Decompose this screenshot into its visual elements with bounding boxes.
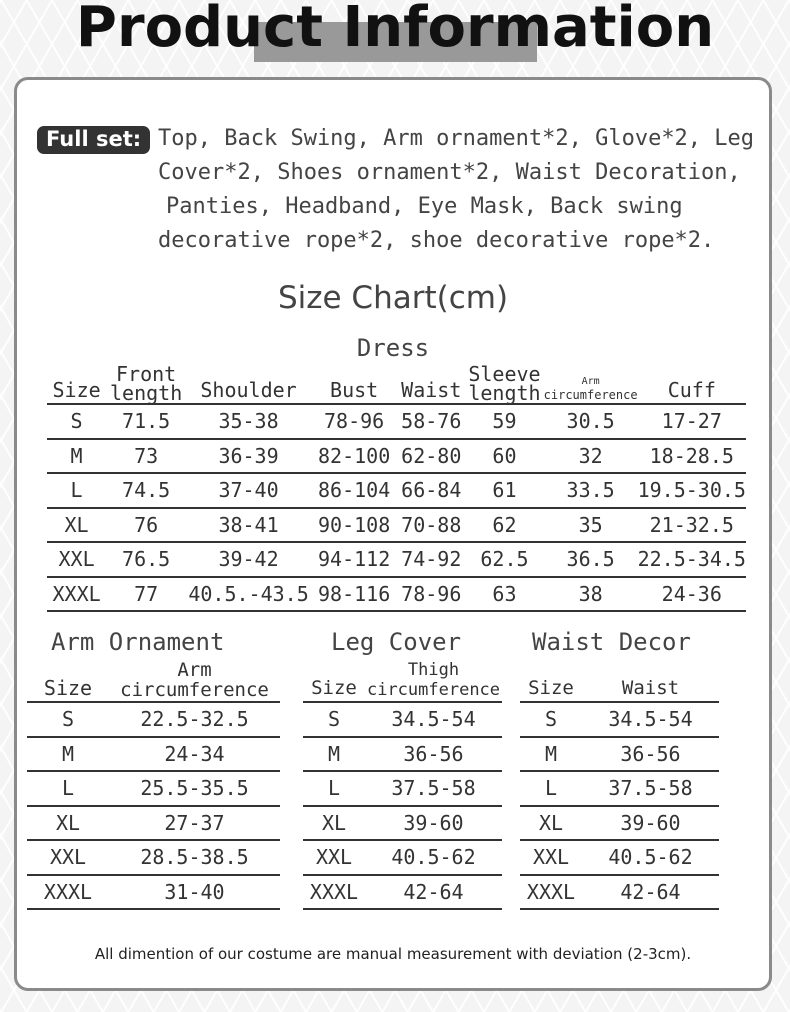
table-row (520, 737, 719, 772)
measure-cell: 22.5-32.5 (109, 702, 280, 737)
measure-cell: 34.5-54 (582, 702, 719, 737)
measure-cell: 63 (465, 577, 543, 612)
table-row (303, 702, 502, 737)
measure-cell: 78-96 (311, 404, 397, 439)
header-arm-circumference: Arm circumference (544, 364, 638, 404)
size-cell: XXXL (520, 875, 582, 910)
measure-cell: 36.5 (544, 542, 638, 577)
header-thigh-circumference: Thigh circumference (366, 660, 501, 700)
measure-cell: 39-60 (582, 806, 719, 841)
size-cell: XL (27, 806, 109, 841)
size-cell: M (303, 737, 365, 772)
measure-cell: 17-27 (638, 404, 746, 439)
table-row (303, 875, 502, 910)
measure-cell: 36-56 (365, 737, 502, 772)
size-cell: S (520, 702, 582, 737)
header-waist: Waist (397, 364, 465, 404)
size-cell: XL (47, 508, 106, 543)
table-row (520, 702, 719, 737)
table-row (47, 473, 746, 508)
size-cell: L (303, 771, 365, 806)
fullset-line: Cover*2, Shoes ornament*2, Waist Decoration, (158, 160, 741, 185)
measure-cell: 74-92 (397, 542, 465, 577)
size-cell: XL (303, 806, 365, 841)
fullset-line: decorative rope*2, shoe decorative rope*2. (158, 228, 715, 253)
measure-cell: 37.5-58 (582, 771, 719, 806)
measure-cell: 27-37 (109, 806, 280, 841)
measure-cell: 76.5 (106, 542, 186, 577)
size-cell: XXXL (27, 875, 109, 910)
size-cell: L (520, 771, 582, 806)
table-row (47, 577, 746, 612)
measure-cell: 24-34 (109, 737, 280, 772)
fullset-line: Top, Back Swing, Arm ornament*2, Glove*2, Leg (158, 126, 755, 151)
table-row (47, 404, 746, 439)
measure-cell: 21-32.5 (638, 508, 746, 543)
measure-cell: 35-38 (186, 404, 311, 439)
measure-cell: 82-100 (311, 439, 397, 474)
table-row (303, 771, 502, 806)
measure-cell: 34.5-54 (365, 702, 502, 737)
measure-cell: 36-56 (582, 737, 719, 772)
table-row (47, 542, 746, 577)
measure-cell: 59 (465, 404, 543, 439)
table-row (520, 875, 719, 910)
header-cuff: Cuff (638, 364, 746, 404)
table-row (27, 840, 280, 875)
table-row (27, 875, 280, 910)
size-cell: S (27, 702, 109, 737)
fullset-list (158, 122, 758, 258)
measure-cell: 32 (544, 439, 638, 474)
measure-cell: 37.5-58 (365, 771, 502, 806)
measure-cell: 40.5.-43.5 (186, 577, 311, 612)
leg-cover-table (303, 658, 502, 910)
measure-cell: 77 (106, 577, 186, 612)
size-cell: XXL (303, 840, 365, 875)
table-row (303, 806, 502, 841)
title-area (0, 0, 790, 70)
table-row (520, 771, 719, 806)
measure-cell: 58-76 (397, 404, 465, 439)
arm-ornament-table (27, 658, 280, 910)
measure-cell: 90-108 (311, 508, 397, 543)
table-row (27, 806, 280, 841)
measure-cell: 62.5 (465, 542, 543, 577)
size-cell: XXL (27, 840, 109, 875)
table-row (27, 771, 280, 806)
measure-cell: 76 (106, 508, 186, 543)
measure-cell: 18-28.5 (638, 439, 746, 474)
measure-cell: 30.5 (544, 404, 638, 439)
fullset-badge: Full set: (37, 126, 150, 154)
size-cell: XL (520, 806, 582, 841)
header-front-length: Front length (106, 364, 186, 404)
table-row (520, 840, 719, 875)
table-row (520, 806, 719, 841)
measure-cell: 94-112 (311, 542, 397, 577)
header-size: Size (27, 658, 109, 702)
header-bust: Bust (311, 364, 397, 404)
header-waist: Waist (582, 658, 719, 702)
measure-cell: 61 (465, 473, 543, 508)
arm-header-row (27, 658, 280, 702)
measure-cell: 73 (106, 439, 186, 474)
size-cell: M (47, 439, 106, 474)
measure-cell: 62-80 (397, 439, 465, 474)
table-row (47, 439, 746, 474)
waist-header-row (520, 658, 719, 702)
measure-cell: 86-104 (311, 473, 397, 508)
table-row (27, 702, 280, 737)
header-size: Size (303, 658, 365, 702)
measure-cell: 33.5 (544, 473, 638, 508)
measure-cell: 38-41 (186, 508, 311, 543)
dress-header-row (47, 364, 746, 404)
header-size: Size (520, 658, 582, 702)
measure-cell: 66-84 (397, 473, 465, 508)
table-row (27, 737, 280, 772)
size-cell: XXL (47, 542, 106, 577)
measure-cell: 37-40 (186, 473, 311, 508)
dress-size-table (47, 364, 746, 612)
leg-header-row (303, 658, 502, 702)
size-cell: M (520, 737, 582, 772)
measure-cell: 24-36 (638, 577, 746, 612)
table-row (47, 508, 746, 543)
waist-decor-title: Waist Decor (532, 628, 691, 656)
measure-cell: 98-116 (311, 577, 397, 612)
header-shoulder: Shoulder (186, 364, 311, 404)
measure-cell: 74.5 (106, 473, 186, 508)
arm-ornament-title: Arm Ornament (51, 628, 225, 656)
footer-note: All dimention of our costume are manual measurement with deviation (2-3cm). (94, 945, 692, 963)
measure-cell: 42-64 (365, 875, 502, 910)
size-cell: M (27, 737, 109, 772)
measure-cell: 71.5 (106, 404, 186, 439)
measure-cell: 39-42 (186, 542, 311, 577)
size-cell: L (27, 771, 109, 806)
size-cell: XXL (520, 840, 582, 875)
size-cell: L (47, 473, 106, 508)
measure-cell: 78-96 (397, 577, 465, 612)
measure-cell: 38 (544, 577, 638, 612)
header-arm-circumference: Arm circumference (109, 658, 280, 702)
measure-cell: 62 (465, 508, 543, 543)
header-sleeve-length: Sleeve length (465, 364, 543, 404)
measure-cell: 70-88 (397, 508, 465, 543)
page-title: Product Information (75, 0, 715, 60)
measure-cell: 40.5-62 (365, 840, 502, 875)
dress-title: Dress (356, 334, 430, 362)
header-size: Size (47, 364, 106, 404)
measure-cell: 36-39 (186, 439, 311, 474)
measure-cell: 40.5-62 (582, 840, 719, 875)
measure-cell: 25.5-35.5 (109, 771, 280, 806)
size-cell: S (303, 702, 365, 737)
size-cell: S (47, 404, 106, 439)
fullset-line: Panties, Headband, Eye Mask, Back swing (166, 194, 683, 219)
size-chart-title: Size Chart(cm) (277, 280, 509, 316)
leg-cover-title: Leg Cover (331, 628, 462, 656)
table-row (303, 840, 502, 875)
size-cell: XXXL (303, 875, 365, 910)
measure-cell: 42-64 (582, 875, 719, 910)
measure-cell: 35 (544, 508, 638, 543)
waist-decor-table (520, 658, 719, 910)
info-card (14, 77, 772, 991)
size-cell: XXXL (47, 577, 106, 612)
measure-cell: 28.5-38.5 (109, 840, 280, 875)
table-row (303, 737, 502, 772)
measure-cell: 31-40 (109, 875, 280, 910)
measure-cell: 39-60 (365, 806, 502, 841)
measure-cell: 22.5-34.5 (638, 542, 746, 577)
measure-cell: 60 (465, 439, 543, 474)
measure-cell: 19.5-30.5 (638, 473, 746, 508)
